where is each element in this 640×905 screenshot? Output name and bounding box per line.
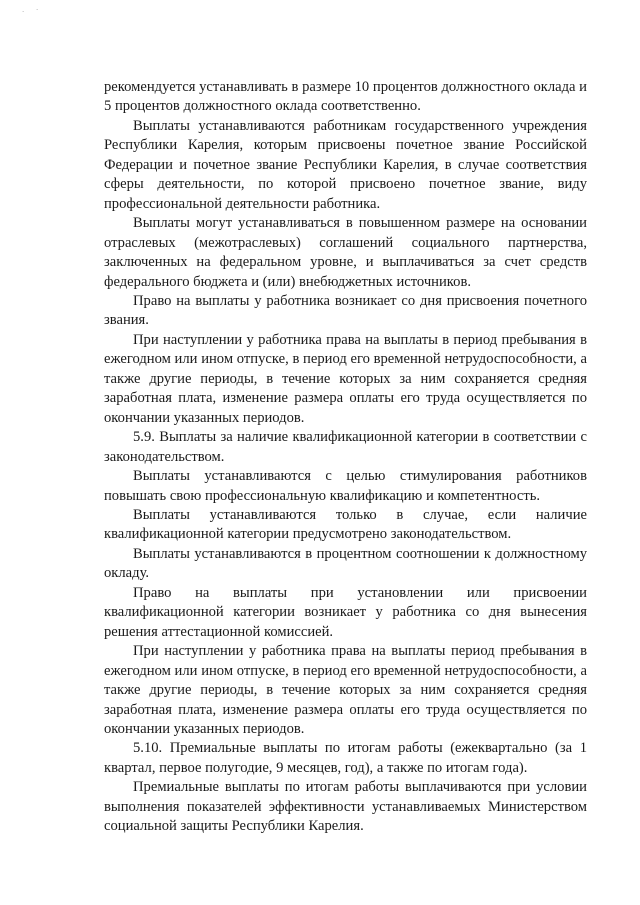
paragraph: Выплаты устанавливаются в процентном соотношении к должностному окладу. <box>104 545 587 582</box>
paragraph: Выплаты устанавливаются с целью стимулирования работников повышать свою профессиональную квалификацию и компетентность. <box>104 468 587 504</box>
paragraph: Право на выплаты при установлении или присвоении квалификационной категории возникает у работника со дня вынесения решения аттестационной комиссией. <box>104 584 587 640</box>
paragraph: рекомендуется устанавливать в размере 10 процентов должностного оклада и 5 процентов должностного оклада соответственно. <box>104 79 587 115</box>
section-heading-5-9: 5.9. Выплаты за наличие квалификационной категории в соответствии с законодательством. <box>104 429 587 465</box>
scan-mark: · <box>36 6 39 14</box>
section-heading-5-10: 5.10. Премиальные выплаты по итогам работы (ежеквартально (за 1 квартал, первое полугодие, 9 месяцев, год), а также по итогам года). <box>104 740 587 776</box>
paragraph: Выплаты могут устанавливаться в повышенном размере на основании отраслевых (межотраслевых) соглашений социального партнерства, заключенных на федеральном уровне, и выплачиваться за счет средств федерального бюджета и (или) внебюджетных источников. <box>104 215 587 290</box>
paragraph: При наступлении у работника права на выплаты период пребывания в ежегодном или ином отпуске, в период его временной нетрудоспособности, а также другие периоды, в течение которых за ним сохраняется средняя заработная плата, изменение размера оплаты его труда осуществляется по окончании указанных периодов. <box>104 643 587 737</box>
paragraph: Выплаты устанавливаются только в случае, если наличие квалификационной категории предусмотрено законодательством. <box>104 506 587 543</box>
paragraph: Премиальные выплаты по итогам работы выплачиваются при условии выполнения показателей эффективности устанавливаемых Министерством социальной защиты Республики Карелия. <box>104 779 587 835</box>
document-body <box>104 78 587 837</box>
scan-mark: · <box>22 8 25 16</box>
paragraph: Выплаты устанавливаются работникам государственного учреждения Республики Карелия, которым присвоены почетное звание Российской Федерации и почетное звание Республики Карелия, в случае соответствия сферы деятельности, по которой присвоено почетное звание, виду профессиональной деятельности работника. <box>104 117 587 212</box>
paragraph: Право на выплаты у работника возникает со дня присвоения почетного звания. <box>104 292 587 329</box>
paragraph: При наступлении у работника права на выплаты в период пребывания в ежегодном или ином отпуске, в период его временной нетрудоспособности, а также другие периоды, в течение которых за ним сохраняется средняя заработная плата, изменение размера оплаты его труда осуществляется по окончании указанных периодов. <box>104 331 587 426</box>
